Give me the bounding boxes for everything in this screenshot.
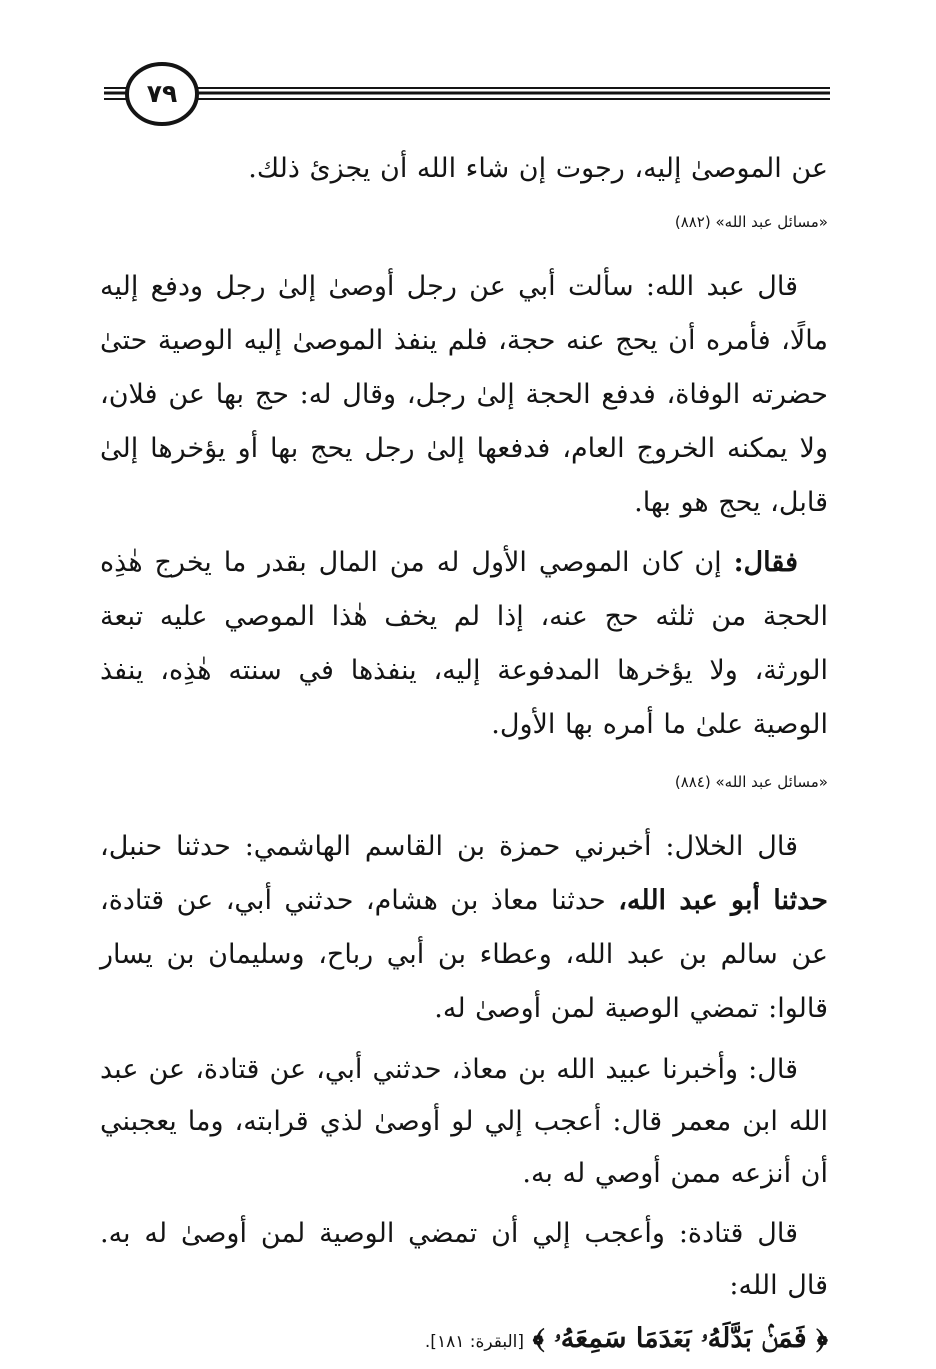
page-number: ٧٩ [146,79,178,108]
quran-reference: [البقرة: ١٨١]. [424,1332,525,1352]
paragraph-text: إن كان الموصي الأول له من المال بقدر ما يخرج هٰذِه الحجة من ثلثه حج عنه، إذا لم يخف هٰذا الموصي عليه تبعة الورثة، ولا يؤخرها المدفوعة إليه، ينفذها في سنته هٰذِه، ينفذ الوصية علىٰ ما أمره بها الأول. [100,547,828,740]
paragraph-bold: حدثنا أبو عبد الله، [618,885,828,916]
paragraph [100,820,828,1036]
quran-verse: ﴿ فَمَنۢ بَدَّلَهُۥ بَعۡدَمَا سَمِعَهُۥ ﴾ [532,1323,828,1354]
paragraph-text: قال عبد الله: سألت أبي عن رجل أوصىٰ إلىٰ رجل ودفع إليه مالًا، فأمره أن يحج عنه حجة، فلم ينفذ الموصىٰ إليه الوصية حتىٰ حضرته الوفاة، فدفع الحجة إلىٰ رجل، وقال له: حج بها عن فلان، ولا يمكنه الخروج العام، فدفعها إلىٰ رجل يحج بها أو يؤخرها إلىٰ قابل، يحج هو بها. [100,271,828,518]
source-reference: «مسائل عبد الله» (٨٨٢) [674,213,828,231]
paragraph [100,536,828,752]
page-body [100,142,828,1369]
quran-verse-line [100,1312,828,1369]
paragraph [100,260,828,530]
source-reference: «مسائل عبد الله» (٨٨٤) [674,773,828,791]
paragraph [100,1044,828,1200]
page-header [0,0,936,150]
paragraph-text: قال الخلال: أخبرني حمزة بن القاسم الهاشمي: حدثنا حنبل، [100,831,798,862]
paragraph-text: قال قتادة: وأعجب إلي أن تمضي الوصية لمن أوصىٰ له به. قال الله: [100,1218,828,1301]
paragraph-lead: فقال: [733,547,798,578]
paragraph [100,1208,828,1312]
paragraph-text: عن الموصىٰ إليه، رجوت إن شاء الله أن يجزئ ذلك. [248,153,828,184]
paragraph-text: حدثنا معاذ بن هشام، حدثني أبي، عن قتادة، عن سالم بن عبد الله، وعطاء بن أبي رباح، وسليمان بن يسار قالوا: تمضي الوصية لمن أوصىٰ له. [100,885,828,1024]
paragraph [100,142,828,196]
paragraph-text: قال: وأخبرنا عبيد الله بن معاذ، حدثني أبي، عن قتادة، عن عبد الله ابن معمر قال: أعجب إلي لو أوصىٰ لذي قرابته، وما يعجبني أن أنزعه ممن أوصي له به. [100,1054,828,1189]
